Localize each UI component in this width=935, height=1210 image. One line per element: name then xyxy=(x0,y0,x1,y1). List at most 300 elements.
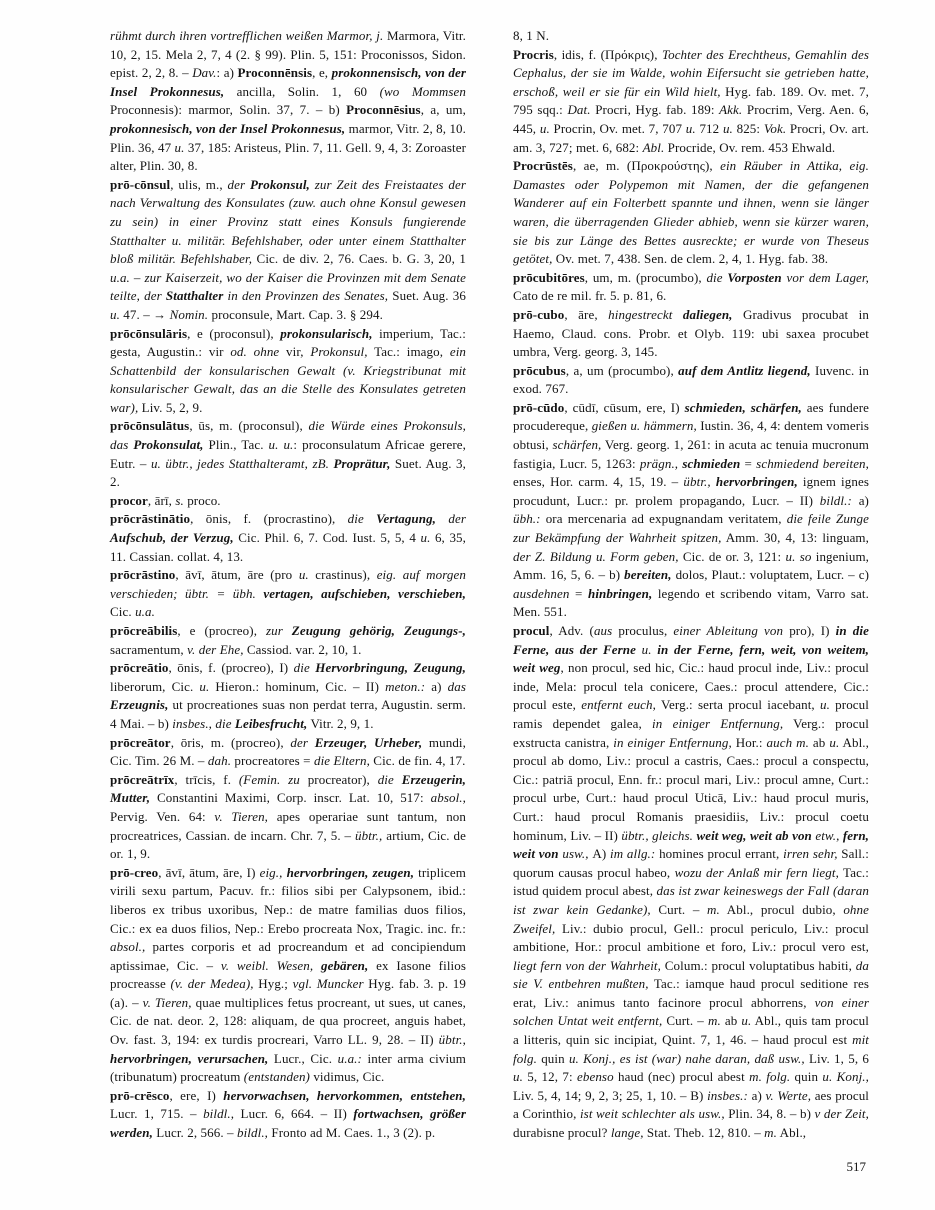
translation-emphasis: Proprätur, xyxy=(333,455,391,471)
gloss-italic: aus xyxy=(593,623,619,638)
gloss-italic: ohne Zweifel, xyxy=(513,901,869,936)
text-run: marmor, Vitr. 2, 8, 10. Plin. 36, 47 xyxy=(110,120,467,155)
gloss-italic: schärfen, xyxy=(552,437,602,453)
text-run: , āvī, ātum, āre, I) xyxy=(158,864,260,880)
translation-emphasis: Erzeugerin, Mutter, xyxy=(110,771,466,806)
gloss-italic: prägn., xyxy=(639,455,683,471)
text-run: Hor.: xyxy=(731,734,767,750)
headword: Procris xyxy=(513,46,554,62)
text-run: , ūs, m. (proconsul), xyxy=(189,418,309,434)
gloss-italic: u. xyxy=(199,678,210,694)
entry-proconsul xyxy=(110,176,466,325)
translation-emphasis: in die Ferne, aus der Ferne xyxy=(513,623,869,657)
translation-emphasis: Vorposten xyxy=(727,269,782,285)
gloss-italic: u. xyxy=(174,139,185,155)
gloss-italic: der xyxy=(227,176,251,192)
gloss-italic: meton.: xyxy=(385,678,426,694)
gloss-italic: die Würde eines Prokonsuls, das xyxy=(110,418,466,453)
text-run: Lucr. 6, 664. – II) xyxy=(234,1106,354,1122)
text-run: Cic. Phil. 6, 7. Cod. Iust. 5, 5, 4 xyxy=(233,530,421,546)
text-run: aes procul a Corinthio, xyxy=(513,1087,870,1122)
gloss-italic: der xyxy=(436,511,466,527)
gloss-italic: die xyxy=(706,269,728,285)
gloss-italic: in einiger Entfernung, xyxy=(652,715,784,731)
text-run: Curt. – xyxy=(662,1013,708,1029)
gloss-italic: in den Provinzen des Senates, xyxy=(223,288,389,304)
text-run: , e, xyxy=(312,65,332,81)
entry-procor xyxy=(110,492,466,511)
translation-emphasis: Zeugung gehörig, Zeugungs-, xyxy=(291,623,466,638)
text-run: , ōnis, f. (procreo), I) xyxy=(168,660,294,676)
text-run: , ae, m. (Προκρούστης), xyxy=(572,158,721,174)
gloss-italic: das ist zwar keineswegs der Fall (daran ist zwar kein Gedanke), xyxy=(513,883,869,917)
text-run: Iuvenc. in exod. 767. xyxy=(513,362,869,397)
gloss-italic: Dav. xyxy=(192,65,217,81)
gloss-italic: od. ohne xyxy=(230,344,280,360)
text-run: A) xyxy=(592,846,610,862)
text-run: , um, m. (procumbo), xyxy=(584,269,707,285)
translation-emphasis: Prokonsulat, xyxy=(133,437,204,453)
gloss-italic: bildl.: xyxy=(819,492,852,508)
headword: prō-cūdo xyxy=(513,399,565,415)
gloss-italic: ebenso xyxy=(576,1069,614,1085)
gloss-italic: die xyxy=(377,771,402,787)
text-run: , e (proconsul), xyxy=(187,325,281,341)
text-run: Liv. 5, 4, 14; 9, 2, 3; 25, 1, 10. – B) xyxy=(513,1087,708,1103)
gloss-italic: u.a. xyxy=(110,269,130,285)
text-run: , cūdī, cūsum, ere, I) xyxy=(564,399,685,415)
text-run: Liv. 1, 5, 6 xyxy=(804,1050,869,1066)
gloss-italic: u. xyxy=(829,734,840,750)
text-run: Procrim, Verg. Aen. 6, 445, xyxy=(513,102,869,136)
gloss-italic: die feile Zunge zur Bekämpfung der Wahrheit spitzen, xyxy=(513,511,869,546)
translation-emphasis: Leibesfrucht, xyxy=(234,715,308,731)
gloss-italic: in einiger Entfernung, xyxy=(613,734,732,750)
text-run: vidimus, Cic. xyxy=(309,1069,385,1085)
right-column xyxy=(513,27,869,1143)
gloss-italic: v. der Ehe, xyxy=(187,641,244,657)
text-run: ex Iasone filios procreasse xyxy=(110,957,466,992)
text-run: Plin. 34, 8. – b) xyxy=(724,1106,815,1122)
headword: prōcōnsulāris xyxy=(110,325,188,341)
gloss-italic: Dat. xyxy=(567,102,591,118)
text-run: aes fundere procudereque, xyxy=(513,399,869,434)
gloss-italic: entfernt euch, xyxy=(581,697,656,713)
text-run: ut procreationes suas non perdat terra, Augustin. serm. 4 Mai. – b) xyxy=(110,697,466,731)
text-run: Verg.: serta procul iacebant, xyxy=(656,697,820,713)
gloss-italic: zur xyxy=(265,623,292,638)
gloss-italic: die xyxy=(293,660,316,676)
translation-emphasis: hervorbringen, xyxy=(715,474,798,490)
gloss-italic: (Femin. zu xyxy=(238,771,308,787)
entry-procris xyxy=(513,46,869,158)
gloss-italic: ein Räuber in Attika, eig. Damastes oder Polypemon mit Namen, der die gefangenen Wanderer auf ein Folterbett spannte und ihnen, wenn sie länger waren, die überragenden Glieder abhieb, wenn sie kürzer waren, sie bis zur Länge des Bettes ausreckte; er wurde von Theseus getötet, xyxy=(513,158,869,267)
text-run: Lucr. 1, 715. – xyxy=(110,1106,204,1122)
entry-procresco xyxy=(110,1087,466,1143)
entry-continuation-proconnesus xyxy=(110,27,466,176)
gloss-italic: übh.: xyxy=(513,511,541,527)
text-run: Cic. de div. 2, 76. Caes. b. G. 3, 20, 1 xyxy=(252,251,466,267)
text-run: Fronto ad M. Caes. 1., 3 (2). p. xyxy=(268,1125,436,1141)
gloss-italic: wozu der Anlaß mir fern liegt, xyxy=(674,864,839,880)
gloss-italic: vgl. Muncker xyxy=(292,976,364,992)
left-column xyxy=(110,27,466,1143)
gloss-italic: insbes.: xyxy=(707,1087,748,1103)
gloss-italic: v. Werte, xyxy=(765,1087,812,1103)
text-run: , trīcis, f. xyxy=(174,771,239,787)
entry-continuation-procresco xyxy=(513,27,869,46)
text-run: , a, um (procumbo), xyxy=(565,362,679,378)
text-run: homines procul errant, xyxy=(655,846,784,862)
gloss-italic: eig., xyxy=(259,864,287,880)
gloss-italic: ein Schattenbild der konsularischen Gewalt (v. Kriegstribunat mit konsularischer Gewalt, das an die Stelle des Konsulates getreten war), xyxy=(110,344,467,415)
gloss-italic: u. xyxy=(741,1013,752,1029)
gloss-italic: irren sehr, xyxy=(783,846,838,862)
translation-emphasis: Erzeuger, Urheber, xyxy=(314,734,423,750)
text-run: Procri, Hyg. fab. 189: xyxy=(590,102,720,118)
text-run: Abl., quis tam procul a litteris, quin sic incipiat, Quint. 7, 1, 46. – haud procul est xyxy=(513,1013,869,1048)
text-run: crastinus), xyxy=(308,567,377,583)
gloss-italic: u. übtr., jedes Statthalteramt, zB. xyxy=(150,455,334,471)
gloss-italic: schmiedend bereiten, xyxy=(756,455,870,471)
gloss-italic: u. xyxy=(298,567,309,583)
text-run: mundi, Cic. Tim. 26 M. – xyxy=(110,734,466,769)
text-run: Tac.: imago, xyxy=(367,344,450,360)
gloss-italic: u. so xyxy=(785,548,812,564)
gloss-italic: Abl. xyxy=(642,139,665,155)
gloss-italic: v. Tieren, xyxy=(142,994,192,1010)
gloss-italic: u. xyxy=(641,641,658,657)
text-run: ab xyxy=(809,734,830,750)
entry-procreatio xyxy=(110,659,466,733)
headword: prōcubus xyxy=(513,362,566,378)
text-run: quae multiplices fetus procreant, ut sues, ut canes, Cic. de nat. deor. 2, 128: aliquam, de qua procreet, anguis habet, Ov. fast. 3, 194: ex turdis procreari, Varro LL. 9, 28. – II) xyxy=(110,994,466,1048)
gloss-italic: der xyxy=(290,734,315,750)
gloss-italic: m. xyxy=(707,901,720,917)
text-run: 8, 1 N. xyxy=(513,28,550,43)
text-run: Vitr. 2, 9, 1. xyxy=(307,715,374,731)
translation-emphasis: vertagen, aufschieben, verschieben, xyxy=(263,585,466,601)
text-run: vir, xyxy=(279,344,311,360)
text-run: Suet. Aug. 3, 2. xyxy=(110,455,466,490)
translation-emphasis: Prokonsul, xyxy=(250,176,310,192)
entry-procudo xyxy=(513,399,869,622)
gloss-italic: rühmt durch ihren vortrefflichen weißen Marmor, j. xyxy=(110,28,387,43)
gloss-italic: übtr., gleichs. xyxy=(621,827,697,843)
gloss-italic: (wo Mommsen xyxy=(379,83,466,99)
text-run: : a) xyxy=(216,65,238,81)
text-run: ancilla, Solin. 1, 60 xyxy=(224,83,380,99)
entry-procubus xyxy=(513,362,869,399)
text-run: Procride, Ov. rem. 453 Ehwald. xyxy=(664,139,836,155)
text-run: Hieron.: hominum, Cic. – II) xyxy=(209,678,386,694)
text-run: imperium, Tac.: gesta, Augustin.: vir xyxy=(110,325,466,360)
gloss-italic: Prokonsul, xyxy=(310,344,368,360)
text-run: Stat. Theb. 12, 810. – xyxy=(643,1125,765,1141)
entry-procreabilis xyxy=(110,622,466,659)
translation-emphasis: Aufschub, der Verzug, xyxy=(110,530,234,546)
gloss-italic: u. xyxy=(420,530,431,546)
gloss-italic: (v. der Medea), xyxy=(170,976,254,992)
gloss-italic: dah. xyxy=(207,753,232,769)
text-run: Tac.: iamque haud procul seditione res erat, Liv.: animus tanto facinore procul abhorrens, xyxy=(513,976,870,1010)
headword: prō-cōnsul xyxy=(110,176,171,192)
text-run: enses, Hor. carm. 4, 15, 19. – xyxy=(513,474,684,490)
headword: prō-crēsco xyxy=(110,1087,170,1103)
text-run: proculus, xyxy=(618,623,674,638)
text-run: , ōris, m. (procreo), xyxy=(170,734,291,750)
entry-procrastinatio xyxy=(110,510,466,566)
translation-emphasis: gebären, xyxy=(320,957,369,973)
text-run: procul ramis dependet galea, xyxy=(513,697,869,731)
text-run: , āre, xyxy=(564,306,609,322)
gloss-italic: u. xyxy=(539,120,550,136)
gloss-italic: vor dem Lager, xyxy=(781,269,869,285)
translation-emphasis: schmieden, schärfen, xyxy=(684,399,802,415)
headword: prō-cubo xyxy=(513,306,565,322)
text-run: Abl., procul ab domo, Liv.: procul a castris, Caes.: procul a conspectu, Cic.: patriā procul, Enn. fr.: procul mari, Liv.: procul amne, Curt.: procul urbe, Curt.: haud procul Uticā, Liv.: haud procul muris, Curt.: haud procul Romanis praesidiis, Liv.: procul coetu hominum, Liv. – II) xyxy=(513,734,870,843)
gloss-italic: auch m. xyxy=(766,734,809,750)
text-run: quin xyxy=(790,1069,823,1085)
text-run: Gradivus procubat in Haemo, Claud. cons. Probr. et Olyb. 119: ubi saxea procubet umbra, Verg. georg. 3, 145. xyxy=(513,306,869,360)
gloss-italic: v. weibl. Wesen, xyxy=(220,957,321,973)
gloss-italic: gießen u. hämmern, xyxy=(591,418,697,434)
text-run: Procrin, Ov. met. 7, 707 xyxy=(549,120,686,136)
gloss-italic: Tochter des Erechtheus, Gemahlin des Cephalus, der sie im Walde, wohin Eifersucht sie getrieben hatte, erschoß, weil er sie für ein Wild hielt, xyxy=(513,46,870,99)
text-run: Curt. – xyxy=(650,901,708,917)
text-run: = xyxy=(569,585,588,601)
gloss-italic: insbes., die xyxy=(172,715,235,731)
text-run: Verg. georg. 1, 261: in acuta ac tenuia mucronum fastigia, Lucr. 5, 1263: xyxy=(513,437,869,471)
headword: prōcōnsulātus xyxy=(110,418,190,434)
translation-emphasis: Statthalter xyxy=(165,288,224,304)
entry-procrustes xyxy=(513,157,869,269)
text-run: ignem ignes procudunt, Lucr.: pr. prolem propagando, Lucr. – II) xyxy=(513,474,869,508)
text-run: Colum.: procul voluptatibus habiti, xyxy=(660,957,856,973)
gloss-italic: von einer solchen Untat weit entfernt, xyxy=(513,994,869,1029)
text-run: 712 xyxy=(695,120,723,136)
page-number: 517 xyxy=(846,1159,866,1174)
text-run: Sall.: quorum causas procul habeo, xyxy=(513,846,869,880)
gloss-italic: etw., xyxy=(815,827,843,843)
gloss-italic: ausdehnen xyxy=(513,585,570,601)
gloss-italic: m. xyxy=(764,1125,778,1141)
gloss-italic: mit folg. xyxy=(513,1032,869,1066)
entry-proconsulatus xyxy=(110,417,466,491)
translation-emphasis: weit weg, weit ab von xyxy=(696,827,816,843)
text-run: 825: xyxy=(732,120,764,136)
text-columns xyxy=(110,27,869,1143)
text-run: , ōnis, f. (procrastino), xyxy=(190,511,348,527)
gloss-italic: eig. auf morgen verschieden; übtr. = übh. xyxy=(110,567,466,601)
gloss-italic: zur Zeit des Freistaates der nach Verwaltung des Konsulates (zuw. auch ohne Konsul gewesen zu sein) in einer Provinz statt eines Konsuls fungierende Statthalter u. militär. Befehlshaber, oder unter einem Statthalter bloß militär. Befehlshaber, xyxy=(110,176,466,267)
text-run: dolos, Plaut.: voluptatem, Lucr. – c) xyxy=(671,567,869,583)
headword: Proconnēsius xyxy=(346,102,421,118)
headword: prōcreātrīx xyxy=(110,771,175,787)
text-run: Abl., xyxy=(777,1125,807,1141)
gloss-italic: bildl., xyxy=(203,1106,235,1122)
translation-emphasis: prokonsularisch, xyxy=(280,325,373,341)
text-run: Hyg. fab. 3. p. 19 (a). – xyxy=(110,976,467,1010)
gloss-italic: im allg.: xyxy=(610,846,656,862)
headword: prōcrāstino xyxy=(110,567,176,583)
headword: procor xyxy=(110,492,148,508)
text-run: triplicem virili sexu partum, Pacuv. fr.: filios sibi per Calypsonem, ibid.: liberos ex tribus uxoribus, Nep.: de matre familias duos filios, Cic.: ex ea duos filios, Nep.: Erebo procreata Nox, Tragic. inc. fr.: xyxy=(110,864,466,936)
text-run: ab xyxy=(724,1013,742,1029)
entry-procreatrix xyxy=(110,771,466,864)
translation-emphasis: hinbringen, xyxy=(587,585,653,601)
gloss-italic: da sie V. entbehren mußten, xyxy=(513,957,869,992)
gloss-italic: übtr., xyxy=(438,1032,466,1048)
entry-procul xyxy=(513,622,869,1143)
text-run: a) xyxy=(851,492,869,508)
translation-emphasis: fortwachsen, größer werden, xyxy=(110,1106,466,1141)
gloss-italic: u. Konj., es ist (war) nahe daran, daß usw., xyxy=(568,1050,805,1066)
text-run: inter arma civium (tribunatum) procreatum xyxy=(110,1050,466,1085)
text-run: Suet. Aug. 36 xyxy=(388,288,466,304)
headword: prōcrāstinātio xyxy=(110,511,191,527)
gloss-italic: liegt fern von der Wahrheit, xyxy=(513,957,661,973)
gloss-italic: absol., xyxy=(110,939,146,955)
entry-procubo xyxy=(513,306,869,362)
text-run: Cic. de fin. 4, 17. xyxy=(369,753,466,769)
gloss-italic: bildl., xyxy=(236,1125,269,1141)
text-run: Lucr. 2, 566. – xyxy=(152,1125,237,1141)
text-run: artium, Cic. de or. 1, 9. xyxy=(110,827,466,862)
text-run: Cato de re mil. fr. 5. p. 81, 6. xyxy=(513,288,667,304)
text-run: , idis, f. (Πρόκρις), xyxy=(553,46,662,62)
headword: prōcubitōres xyxy=(513,269,585,285)
translation-emphasis: daliegen, xyxy=(682,306,733,322)
gloss-italic: u. Konj., xyxy=(822,1069,869,1085)
text-run: quin xyxy=(536,1050,569,1066)
headword: prō-creo xyxy=(110,864,159,880)
text-run: Procri, Ov. art. am. 3, 727; met. 6, 682: xyxy=(513,120,869,155)
gloss-italic: lange, xyxy=(610,1125,644,1141)
text-run: , a, um, xyxy=(420,102,466,118)
translation-emphasis: Erzeugnis, xyxy=(110,697,169,713)
text-run: a) xyxy=(425,678,448,694)
translation-emphasis: Vertagung, xyxy=(376,511,437,527)
text-run: Ov. met. 7, 438. Sen. de clem. 2, 4, 1. Hyg. fab. 38. xyxy=(552,251,829,267)
entry-procreo xyxy=(110,864,466,1087)
text-run: , e (procreo), xyxy=(177,623,266,638)
gloss-italic: u. xyxy=(513,1069,523,1085)
text-run: Cic. de or. 3, 121: xyxy=(678,548,786,564)
text-run: = xyxy=(740,455,757,471)
gloss-italic: der Z. Bildung u. Form geben, xyxy=(513,548,679,564)
text-run: – xyxy=(129,269,145,285)
gloss-italic: u. xyxy=(110,306,120,322)
gloss-italic: m. xyxy=(707,1013,725,1029)
text-run: , non procul, sed hic, Cic.: haud procul inde, Liv.: procul inde, Mela: procul tela conicere, Caes.: procul attendere, Cic.: procul este, xyxy=(513,660,870,713)
text-run: Proconnesis): marmor, Solin. 37, 7. – b) xyxy=(110,102,347,118)
text-run: Abl., procul dubio, xyxy=(719,901,844,917)
text-run: Verg.: procul exstructa canistra, xyxy=(513,715,869,750)
gloss-italic: v. Tieren, xyxy=(214,808,269,824)
gloss-italic: u.a.: xyxy=(337,1050,362,1066)
gloss-italic: einer Ableitung von xyxy=(673,623,790,638)
text-run: , ārī, xyxy=(147,492,176,508)
gloss-italic: Akk. xyxy=(719,102,743,118)
translation-emphasis: hervorbringen, zeugen, xyxy=(286,864,415,880)
text-run: proconsule, Mart. Cap. 3. § 294. xyxy=(208,306,383,322)
text-run: Liv. 5, 2, 9. xyxy=(138,399,203,415)
text-run: Amm. 30, 4, 13: linguam, xyxy=(721,530,869,546)
text-run: , āvī, ātum, āre (pro xyxy=(175,567,299,583)
text-run: 47. – → xyxy=(119,306,170,322)
text-run: Constantini Maximi, Corp. inscr. Lat. 10, 517: xyxy=(150,790,431,806)
translation-emphasis: bereiten, xyxy=(624,567,672,583)
text-run: 37, 185: Aristeus, Plin. 7, 11. Gell. 9, 4, 3: Zoroaster alter, Plin. 30, 8. xyxy=(110,139,466,174)
headword: prōcreābilis xyxy=(110,623,178,638)
entry-procrastino xyxy=(110,566,466,622)
headword: Proconnēnsis xyxy=(237,65,313,81)
text-run: , ere, I) xyxy=(169,1087,224,1103)
gloss-italic: usw., xyxy=(562,846,593,862)
text-run: Tac.: istud quidem procul abest, xyxy=(513,864,869,899)
translation-emphasis: prokonnensisch, von der Insel Prokonnesus, xyxy=(110,65,466,99)
text-run: : proconsulatum Africae gerere, Eutr. – xyxy=(110,437,467,471)
text-run: ingenium, Amm. 16, 5, 6. – b) xyxy=(513,548,870,583)
headword: prōcreātio xyxy=(110,660,169,676)
translation-emphasis: hervorbringen, verursachen, xyxy=(110,1050,269,1066)
translation-emphasis: prokonnesisch, von der Insel Prokonnesus, xyxy=(110,120,346,136)
text-run: durabisne procul? xyxy=(513,1125,611,1141)
text-run: procreatores = xyxy=(231,753,314,769)
translation-emphasis: schmieden xyxy=(682,455,741,471)
text-run: a) xyxy=(747,1087,766,1103)
gloss-italic: absol., xyxy=(430,790,466,806)
gloss-italic: Nomin. xyxy=(169,306,209,322)
gloss-italic: zur Kaiserzeit, wo der Kaiser die Provinzen mit dem Senate teilte, der xyxy=(110,269,466,304)
gloss-italic: s. xyxy=(175,492,184,508)
text-run: Pervig. Ven. 64: xyxy=(110,808,215,824)
text-run: sacramentum, xyxy=(110,641,188,657)
gloss-italic: u. xyxy=(685,120,696,136)
entry-procreator xyxy=(110,734,466,771)
gloss-italic: die Eltern, xyxy=(313,753,370,769)
text-run: Hyg.; xyxy=(253,976,293,992)
headword: procul xyxy=(513,623,550,638)
text-run: Cic. xyxy=(110,604,136,620)
gloss-italic: das xyxy=(447,678,467,694)
text-run: 5, 12, 7: xyxy=(522,1069,577,1085)
gloss-italic: (entstanden) xyxy=(243,1069,310,1085)
gloss-italic: u. xyxy=(722,120,733,136)
gloss-italic: u. u. xyxy=(268,437,294,453)
text-run: 6, 35, 11. Cassian. collat. 4, 13. xyxy=(110,530,467,564)
text-run: Cassiod. var. 2, 10, 1. xyxy=(243,641,362,657)
gloss-italic: hingestreckt xyxy=(608,306,683,322)
text-run: legendo et scribendo vitam, Varro sat. Men. 551. xyxy=(513,585,869,620)
text-run: liberorum, Cic. xyxy=(110,678,200,694)
text-run: Plin., Tac. xyxy=(203,437,269,453)
text-run: Hyg. fab. 189. Ov. met. 7, 795 sqq.: xyxy=(513,83,869,118)
translation-emphasis: fern, weit von xyxy=(513,827,869,862)
gloss-italic: v der Zeit, xyxy=(814,1106,869,1122)
translation-emphasis: auf dem Antlitz liegend, xyxy=(678,362,811,378)
gloss-italic: übtr., xyxy=(683,474,716,490)
gloss-italic: u.a. xyxy=(135,604,155,620)
text-run: partes corporis et ad procreandum et ad concipiendum aptissimae, Cic. – xyxy=(110,939,466,973)
entry-procubitores xyxy=(513,269,869,306)
gloss-italic: die xyxy=(347,511,377,527)
translation-emphasis: Hervorbringung, Zeugung, xyxy=(315,660,466,676)
gloss-italic: ist weit schlechter als usw., xyxy=(579,1106,725,1122)
text-run: ora mercenaria ad expugnandam veritatem, xyxy=(540,511,787,527)
translation-emphasis: hervorwachsen, hervorkommen, entstehen, xyxy=(223,1087,466,1103)
